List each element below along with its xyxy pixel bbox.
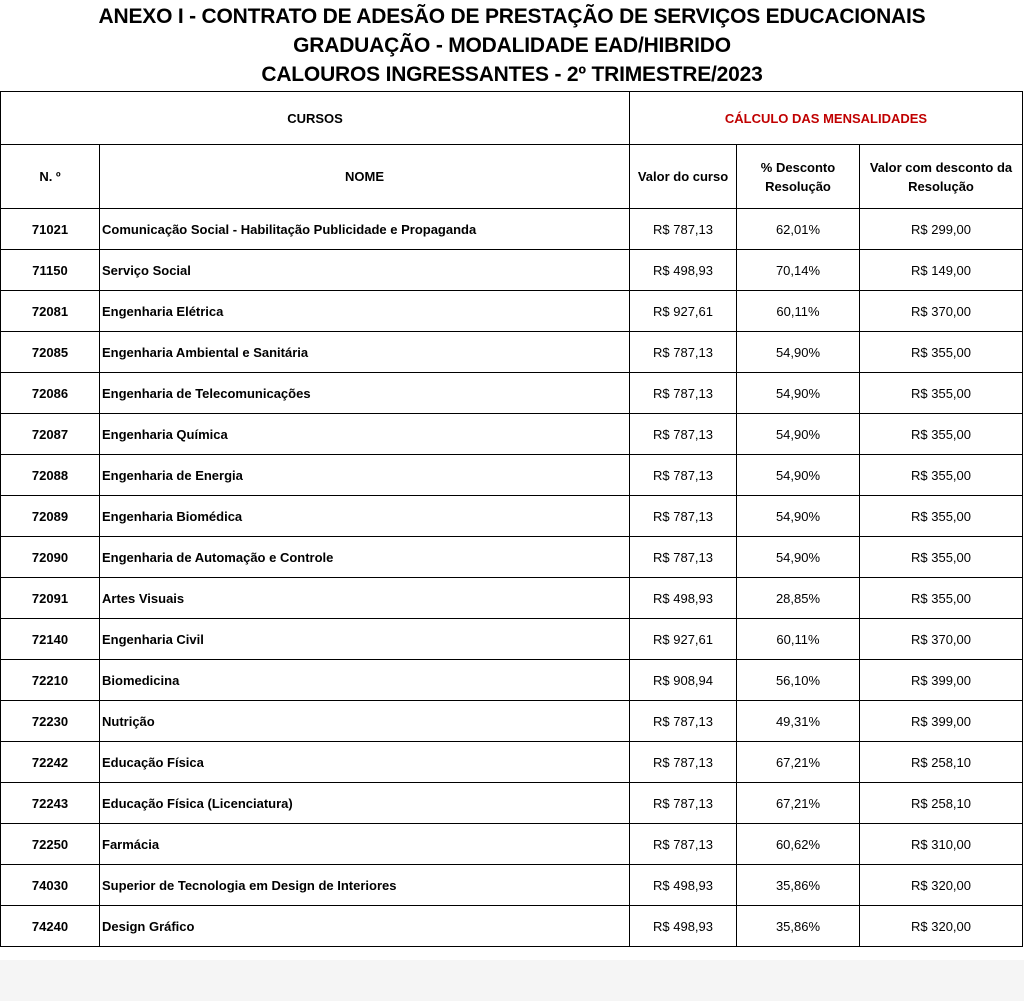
discounted-value-cell: R$ 355,00 [860,332,1023,373]
course-value-cell: R$ 787,13 [630,701,737,742]
course-number-cell: 72242 [1,742,100,783]
course-value-cell: R$ 787,13 [630,373,737,414]
discount-percent-cell: 60,11% [737,291,860,332]
course-value-cell: R$ 498,93 [630,250,737,291]
course-name-cell: Engenharia Ambiental e Sanitária [100,332,630,373]
discounted-value-cell: R$ 258,10 [860,783,1023,824]
course-value-cell: R$ 787,13 [630,824,737,865]
course-number-cell: 72250 [1,824,100,865]
discounted-value-cell: R$ 355,00 [860,373,1023,414]
course-name-cell: Engenharia Química [100,414,630,455]
course-number-cell: 72243 [1,783,100,824]
course-value-cell: R$ 787,13 [630,455,737,496]
page-footer-band [0,960,1024,1001]
course-value-cell: R$ 498,93 [630,865,737,906]
discount-percent-cell: 28,85% [737,578,860,619]
course-name-cell: Engenharia Biomédica [100,496,630,537]
course-name-cell: Engenharia de Energia [100,455,630,496]
calculo-header: CÁLCULO DAS MENSALIDADES [630,92,1023,145]
table-row [1,332,1023,373]
course-name-cell: Biomedicina [100,660,630,701]
course-number-cell: 72090 [1,537,100,578]
discounted-value-cell: R$ 370,00 [860,291,1023,332]
course-value-cell: R$ 787,13 [630,414,737,455]
course-value-cell: R$ 787,13 [630,209,737,250]
desconto-column-header: % Desconto Resolução [737,145,860,209]
discount-percent-cell: 54,90% [737,496,860,537]
discounted-value-cell: R$ 399,00 [860,660,1023,701]
table-column-header-row [1,145,1023,209]
course-number-cell: 72087 [1,414,100,455]
course-name-cell: Artes Visuais [100,578,630,619]
table-row [1,742,1023,783]
course-number-cell: 72091 [1,578,100,619]
course-name-cell: Educação Física (Licenciatura) [100,783,630,824]
course-value-cell: R$ 787,13 [630,537,737,578]
course-value-cell: R$ 787,13 [630,332,737,373]
discounted-value-cell: R$ 320,00 [860,865,1023,906]
table-row [1,209,1023,250]
courses-table [0,91,1023,947]
course-name-cell: Nutrição [100,701,630,742]
course-number-cell: 72230 [1,701,100,742]
course-value-cell: R$ 787,13 [630,783,737,824]
course-name-cell: Educação Física [100,742,630,783]
discount-percent-cell: 54,90% [737,414,860,455]
table-row [1,250,1023,291]
discount-percent-cell: 67,21% [737,742,860,783]
table-row [1,291,1023,332]
course-value-cell: R$ 927,61 [630,291,737,332]
table-body [1,209,1023,947]
course-number-cell: 72088 [1,455,100,496]
discounted-value-cell: R$ 370,00 [860,619,1023,660]
title-line-1: ANEXO I - CONTRATO DE ADESÃO DE PRESTAÇÃO DE SERVIÇOS EDUCACIONAIS [98,5,926,28]
table-group-header-row [1,92,1023,145]
table-row [1,701,1023,742]
course-value-cell: R$ 498,93 [630,906,737,947]
table-row [1,906,1023,947]
table-row [1,660,1023,701]
discounted-value-cell: R$ 310,00 [860,824,1023,865]
course-name-cell: Comunicação Social - Habilitação Publicidade e Propaganda [100,209,630,250]
course-number-cell: 72140 [1,619,100,660]
table-row [1,537,1023,578]
course-number-cell: 72089 [1,496,100,537]
table-row [1,578,1023,619]
discount-percent-cell: 60,11% [737,619,860,660]
discount-percent-cell: 35,86% [737,906,860,947]
course-number-cell: 71021 [1,209,100,250]
course-name-cell: Superior de Tecnologia em Design de Interiores [100,865,630,906]
discount-percent-cell: 54,90% [737,332,860,373]
discounted-value-cell: R$ 299,00 [860,209,1023,250]
discounted-value-cell: R$ 355,00 [860,537,1023,578]
course-name-cell: Design Gráfico [100,906,630,947]
table-row [1,783,1023,824]
table-row [1,373,1023,414]
discounted-value-cell: R$ 399,00 [860,701,1023,742]
discount-percent-cell: 60,62% [737,824,860,865]
valor-curso-column-header: Valor do curso [630,145,737,209]
course-value-cell: R$ 498,93 [630,578,737,619]
numero-column-header: N. º [1,145,100,209]
course-name-cell: Engenharia de Automação e Controle [100,537,630,578]
valor-desconto-column-header: Valor com desconto da Resolução [860,145,1023,209]
course-number-cell: 72210 [1,660,100,701]
discounted-value-cell: R$ 355,00 [860,496,1023,537]
course-value-cell: R$ 927,61 [630,619,737,660]
table-row [1,455,1023,496]
discount-percent-cell: 70,14% [737,250,860,291]
discounted-value-cell: R$ 149,00 [860,250,1023,291]
table-row [1,619,1023,660]
cursos-header: CURSOS [1,92,630,145]
course-value-cell: R$ 787,13 [630,742,737,783]
discount-percent-cell: 56,10% [737,660,860,701]
course-name-cell: Engenharia Elétrica [100,291,630,332]
title-line-3: CALOUROS INGRESSANTES - 2º TRIMESTRE/2023 [261,63,763,86]
discount-percent-cell: 49,31% [737,701,860,742]
table-row [1,824,1023,865]
discounted-value-cell: R$ 320,00 [860,906,1023,947]
discounted-value-cell: R$ 355,00 [860,578,1023,619]
discount-percent-cell: 54,90% [737,537,860,578]
course-number-cell: 71150 [1,250,100,291]
course-name-cell: Engenharia de Telecomunicações [100,373,630,414]
discounted-value-cell: R$ 355,00 [860,455,1023,496]
discounted-value-cell: R$ 258,10 [860,742,1023,783]
discount-percent-cell: 54,90% [737,373,860,414]
course-number-cell: 74240 [1,906,100,947]
table-row [1,414,1023,455]
course-number-cell: 72081 [1,291,100,332]
course-number-cell: 72085 [1,332,100,373]
discount-percent-cell: 54,90% [737,455,860,496]
course-value-cell: R$ 908,94 [630,660,737,701]
course-name-cell: Engenharia Civil [100,619,630,660]
discount-percent-cell: 62,01% [737,209,860,250]
course-number-cell: 74030 [1,865,100,906]
course-value-cell: R$ 787,13 [630,496,737,537]
discounted-value-cell: R$ 355,00 [860,414,1023,455]
table-row [1,865,1023,906]
course-number-cell: 72086 [1,373,100,414]
discount-percent-cell: 67,21% [737,783,860,824]
course-name-cell: Farmácia [100,824,630,865]
nome-column-header: NOME [100,145,630,209]
title-line-2: GRADUAÇÃO - MODALIDADE EAD/HIBRIDO [293,34,731,57]
course-name-cell: Serviço Social [100,250,630,291]
discount-percent-cell: 35,86% [737,865,860,906]
document-title [0,2,1024,89]
table-row [1,496,1023,537]
